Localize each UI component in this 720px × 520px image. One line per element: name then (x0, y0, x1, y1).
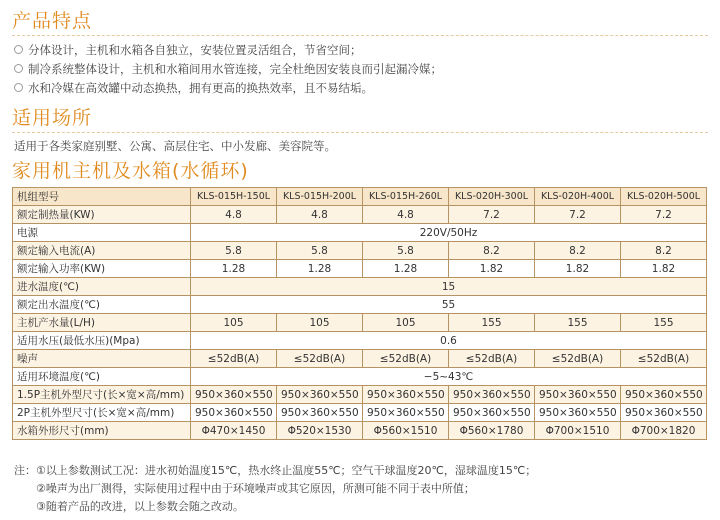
value-cell: ≤52dB(A) (191, 350, 277, 368)
table-heading: 家用机主机及水箱(水循环) (12, 160, 249, 182)
value-cell: 105 (191, 314, 277, 332)
note-text: ①以上参数测试工况：进水初始温度15℃，热水终止温度55℃；空气干球温度20℃，湿球温度15℃； (36, 464, 537, 477)
spanned-value-cell: −5~43℃ (191, 368, 707, 386)
value-cell: 4.8 (277, 206, 363, 224)
features-divider (12, 35, 708, 36)
notes (14, 462, 536, 516)
value-cell: Φ560×1780 (449, 422, 535, 440)
value-cell: 8.2 (535, 242, 621, 260)
value-cell: 4.8 (363, 206, 449, 224)
usage-heading: 适用场所 (12, 107, 93, 129)
value-cell: 950×360×550 (363, 386, 449, 404)
value-cell: Φ700×1820 (621, 422, 707, 440)
row-label-cell: 额定制热量(KW) (13, 206, 191, 224)
value-cell: Φ520×1530 (277, 422, 363, 440)
note-text: ②噪声为出厂测得，实际使用过程中由于环境噪声或其它原因，所测可能不同于表中所值； (36, 482, 475, 495)
spanned-value-cell: 55 (191, 296, 707, 314)
usage-text: 适用于各类家庭别墅、公寓、高层住宅、中小发廊、美容院等。 (14, 139, 336, 153)
circle-bullet-icon (14, 64, 23, 73)
feature-text: 水和冷媒在高效罐中动态换热，拥有更高的换热效率，且不易结垢。 (28, 81, 373, 95)
value-cell: ≤52dB(A) (449, 350, 535, 368)
value-cell: 950×360×550 (363, 404, 449, 422)
value-cell: 7.2 (449, 206, 535, 224)
table-row (13, 422, 707, 440)
model-header-cell: KLS-015H-150L (191, 188, 277, 206)
value-cell: 950×360×550 (277, 404, 363, 422)
table-row (13, 314, 707, 332)
value-cell: 950×360×550 (621, 404, 707, 422)
row-label-cell: 额定输入功率(KW) (13, 260, 191, 278)
table-row (13, 206, 707, 224)
value-cell: 5.8 (191, 242, 277, 260)
circle-bullet-icon (14, 83, 23, 92)
feature-text: 制冷系统整体设计，主机和水箱间用水管连接，完全杜绝因安装良而引起漏冷媒； (28, 62, 442, 76)
model-header-cell: KLS-015H-260L (363, 188, 449, 206)
value-cell: 7.2 (535, 206, 621, 224)
value-cell: 105 (277, 314, 363, 332)
note-text: ③随着产品的改进，以上参数会随之改动。 (36, 500, 244, 513)
row-label-cell: 电源 (13, 224, 191, 242)
value-cell: 1.28 (363, 260, 449, 278)
value-cell: 1.28 (277, 260, 363, 278)
table-row (13, 278, 707, 296)
model-header-cell: KLS-015H-200L (277, 188, 363, 206)
value-cell: ≤52dB(A) (535, 350, 621, 368)
table-row (13, 332, 707, 350)
value-cell: 155 (449, 314, 535, 332)
note-row (14, 498, 536, 516)
value-cell: 950×360×550 (191, 404, 277, 422)
row-label-cell: 噪声 (13, 350, 191, 368)
table-row (13, 350, 707, 368)
value-cell: 950×360×550 (621, 386, 707, 404)
row-label-cell: 2P主机外型尺寸(长×宽×高/mm) (13, 404, 191, 422)
spanned-value-cell: 0.6 (191, 332, 707, 350)
value-cell: 155 (535, 314, 621, 332)
circle-bullet-icon (14, 45, 23, 54)
table-row (13, 242, 707, 260)
model-header-cell: KLS-020H-300L (449, 188, 535, 206)
value-cell: 950×360×550 (535, 386, 621, 404)
row-label-cell: 额定输入电流(A) (13, 242, 191, 260)
value-cell: 1.28 (191, 260, 277, 278)
table-row (13, 404, 707, 422)
spec-table (12, 187, 707, 440)
value-cell: ≤52dB(A) (363, 350, 449, 368)
value-cell: Φ470×1450 (191, 422, 277, 440)
row-label-cell: 1.5P主机外型尺寸(长×宽×高/mm) (13, 386, 191, 404)
value-cell: 8.2 (621, 242, 707, 260)
value-cell: Φ700×1510 (535, 422, 621, 440)
notes-prefix: 注： (14, 464, 36, 477)
value-cell: 4.8 (191, 206, 277, 224)
usage-divider (12, 132, 708, 133)
value-cell: 950×360×550 (535, 404, 621, 422)
value-cell: 1.82 (621, 260, 707, 278)
row-label-cell: 额定出水温度(℃) (13, 296, 191, 314)
table-row (13, 260, 707, 278)
row-label-cell: 适用环境温度(℃) (13, 368, 191, 386)
value-cell: 950×360×550 (277, 386, 363, 404)
features-heading: 产品特点 (12, 10, 93, 32)
model-header-cell: KLS-020H-400L (535, 188, 621, 206)
value-cell: ≤52dB(A) (277, 350, 363, 368)
value-cell: 1.82 (535, 260, 621, 278)
row-label-cell: 进水温度(℃) (13, 278, 191, 296)
value-cell: ≤52dB(A) (621, 350, 707, 368)
table-row (13, 296, 707, 314)
table-row (13, 386, 707, 404)
value-cell: 5.8 (277, 242, 363, 260)
header-label-cell: 机组型号 (13, 188, 191, 206)
value-cell: 155 (621, 314, 707, 332)
note-row (14, 462, 536, 480)
model-header-cell: KLS-020H-500L (621, 188, 707, 206)
table-row (13, 224, 707, 242)
table-row (13, 368, 707, 386)
row-label-cell: 主机产水量(L/H) (13, 314, 191, 332)
value-cell: 950×360×550 (449, 404, 535, 422)
note-row (14, 480, 536, 498)
row-label-cell: 适用水压(最低水压)(Mpa) (13, 332, 191, 350)
value-cell: 950×360×550 (191, 386, 277, 404)
value-cell: 950×360×550 (449, 386, 535, 404)
feature-item (14, 61, 442, 77)
value-cell: 8.2 (449, 242, 535, 260)
value-cell: 105 (363, 314, 449, 332)
value-cell: 5.8 (363, 242, 449, 260)
value-cell: 1.82 (449, 260, 535, 278)
feature-item (14, 80, 373, 96)
spanned-value-cell: 15 (191, 278, 707, 296)
value-cell: 7.2 (621, 206, 707, 224)
feature-item (14, 42, 362, 58)
table-header-row (13, 188, 707, 206)
value-cell: Φ560×1510 (363, 422, 449, 440)
spanned-value-cell: 220V/50Hz (191, 224, 707, 242)
row-label-cell: 水箱外形尺寸(mm) (13, 422, 191, 440)
feature-text: 分体设计，主机和水箱各自独立，安装位置灵活组合，节省空间； (28, 43, 362, 57)
